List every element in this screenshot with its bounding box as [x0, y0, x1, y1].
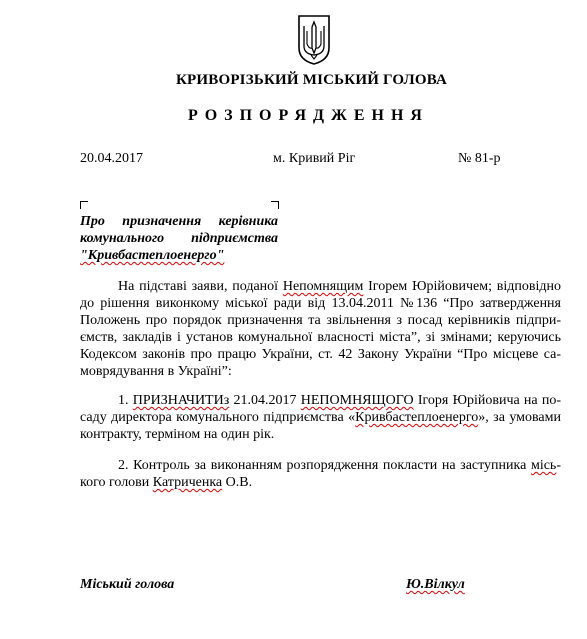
document-type-heading: РОЗПОРЯДЖЕННЯ	[188, 107, 429, 124]
text-run: 21.04.2017	[229, 393, 301, 408]
spellcheck-word: Кривбастеплоенерго	[355, 410, 479, 425]
text-run: », за умовами контракту, терміном на один рік.	[80, 410, 561, 442]
spellcheck-word: місь	[530, 458, 557, 473]
document-place: м. Кривий Ріг	[273, 151, 356, 166]
subject-line-1: Про призначення керівника	[80, 214, 278, 229]
text-run: Ігорем Юрійовичем; відповідно до рішення виконкому міської ради від 13.04.2011 №136 “Про затвердження Положень про порядок призначення та звільнення з посад керівників підпри-ємств, закладів і установ комунальної власності міста”, зі змінами; керуючись Кодексом законів про працю України, ст. 42 Закону України “Про місцеве са-моврядування в Україні”:	[80, 279, 561, 379]
organization-heading: КРИВОРІЗЬКИЙ МІСЬКИЙ ГОЛОВА	[175, 72, 448, 88]
subject-line-2: комунального підприємства	[80, 231, 278, 246]
text-run: -кого голови	[80, 458, 561, 490]
signature-name: Ю.Вілкул	[406, 577, 465, 592]
trident-coat-of-arms-icon	[297, 14, 331, 66]
paragraph-control	[80, 457, 561, 491]
subject-corner-right	[271, 201, 279, 209]
text-run: О.В.	[222, 475, 253, 490]
paragraph-appoint	[80, 392, 561, 443]
spellcheck-word: ПРИЗНАЧИТИз	[132, 393, 230, 408]
text-run: 2. Контроль за виконанням розпорядження покласти на заступника	[118, 458, 531, 473]
spellcheck-word: Катриченка	[152, 475, 223, 490]
spellcheck-word: НЕПОМНЯЩОГО	[300, 393, 414, 408]
document-number: № 81-р	[458, 151, 501, 166]
text-run: Ігоря Юрійовича на по-саду директора комунального підприємства «	[80, 393, 562, 425]
document-date: 20.04.2017	[80, 151, 143, 166]
subject-line-3: "Кривбастеплоенерго"	[80, 248, 225, 263]
subject-block	[80, 213, 278, 264]
spellcheck-word: Непомнящим	[282, 279, 364, 294]
text-run: На підставі заяви, поданої	[118, 279, 283, 294]
paragraph-basis	[80, 278, 561, 380]
subject-corner-left	[80, 201, 88, 209]
signature-title: Міський голова	[80, 577, 175, 592]
text-run: 1.	[118, 393, 133, 408]
